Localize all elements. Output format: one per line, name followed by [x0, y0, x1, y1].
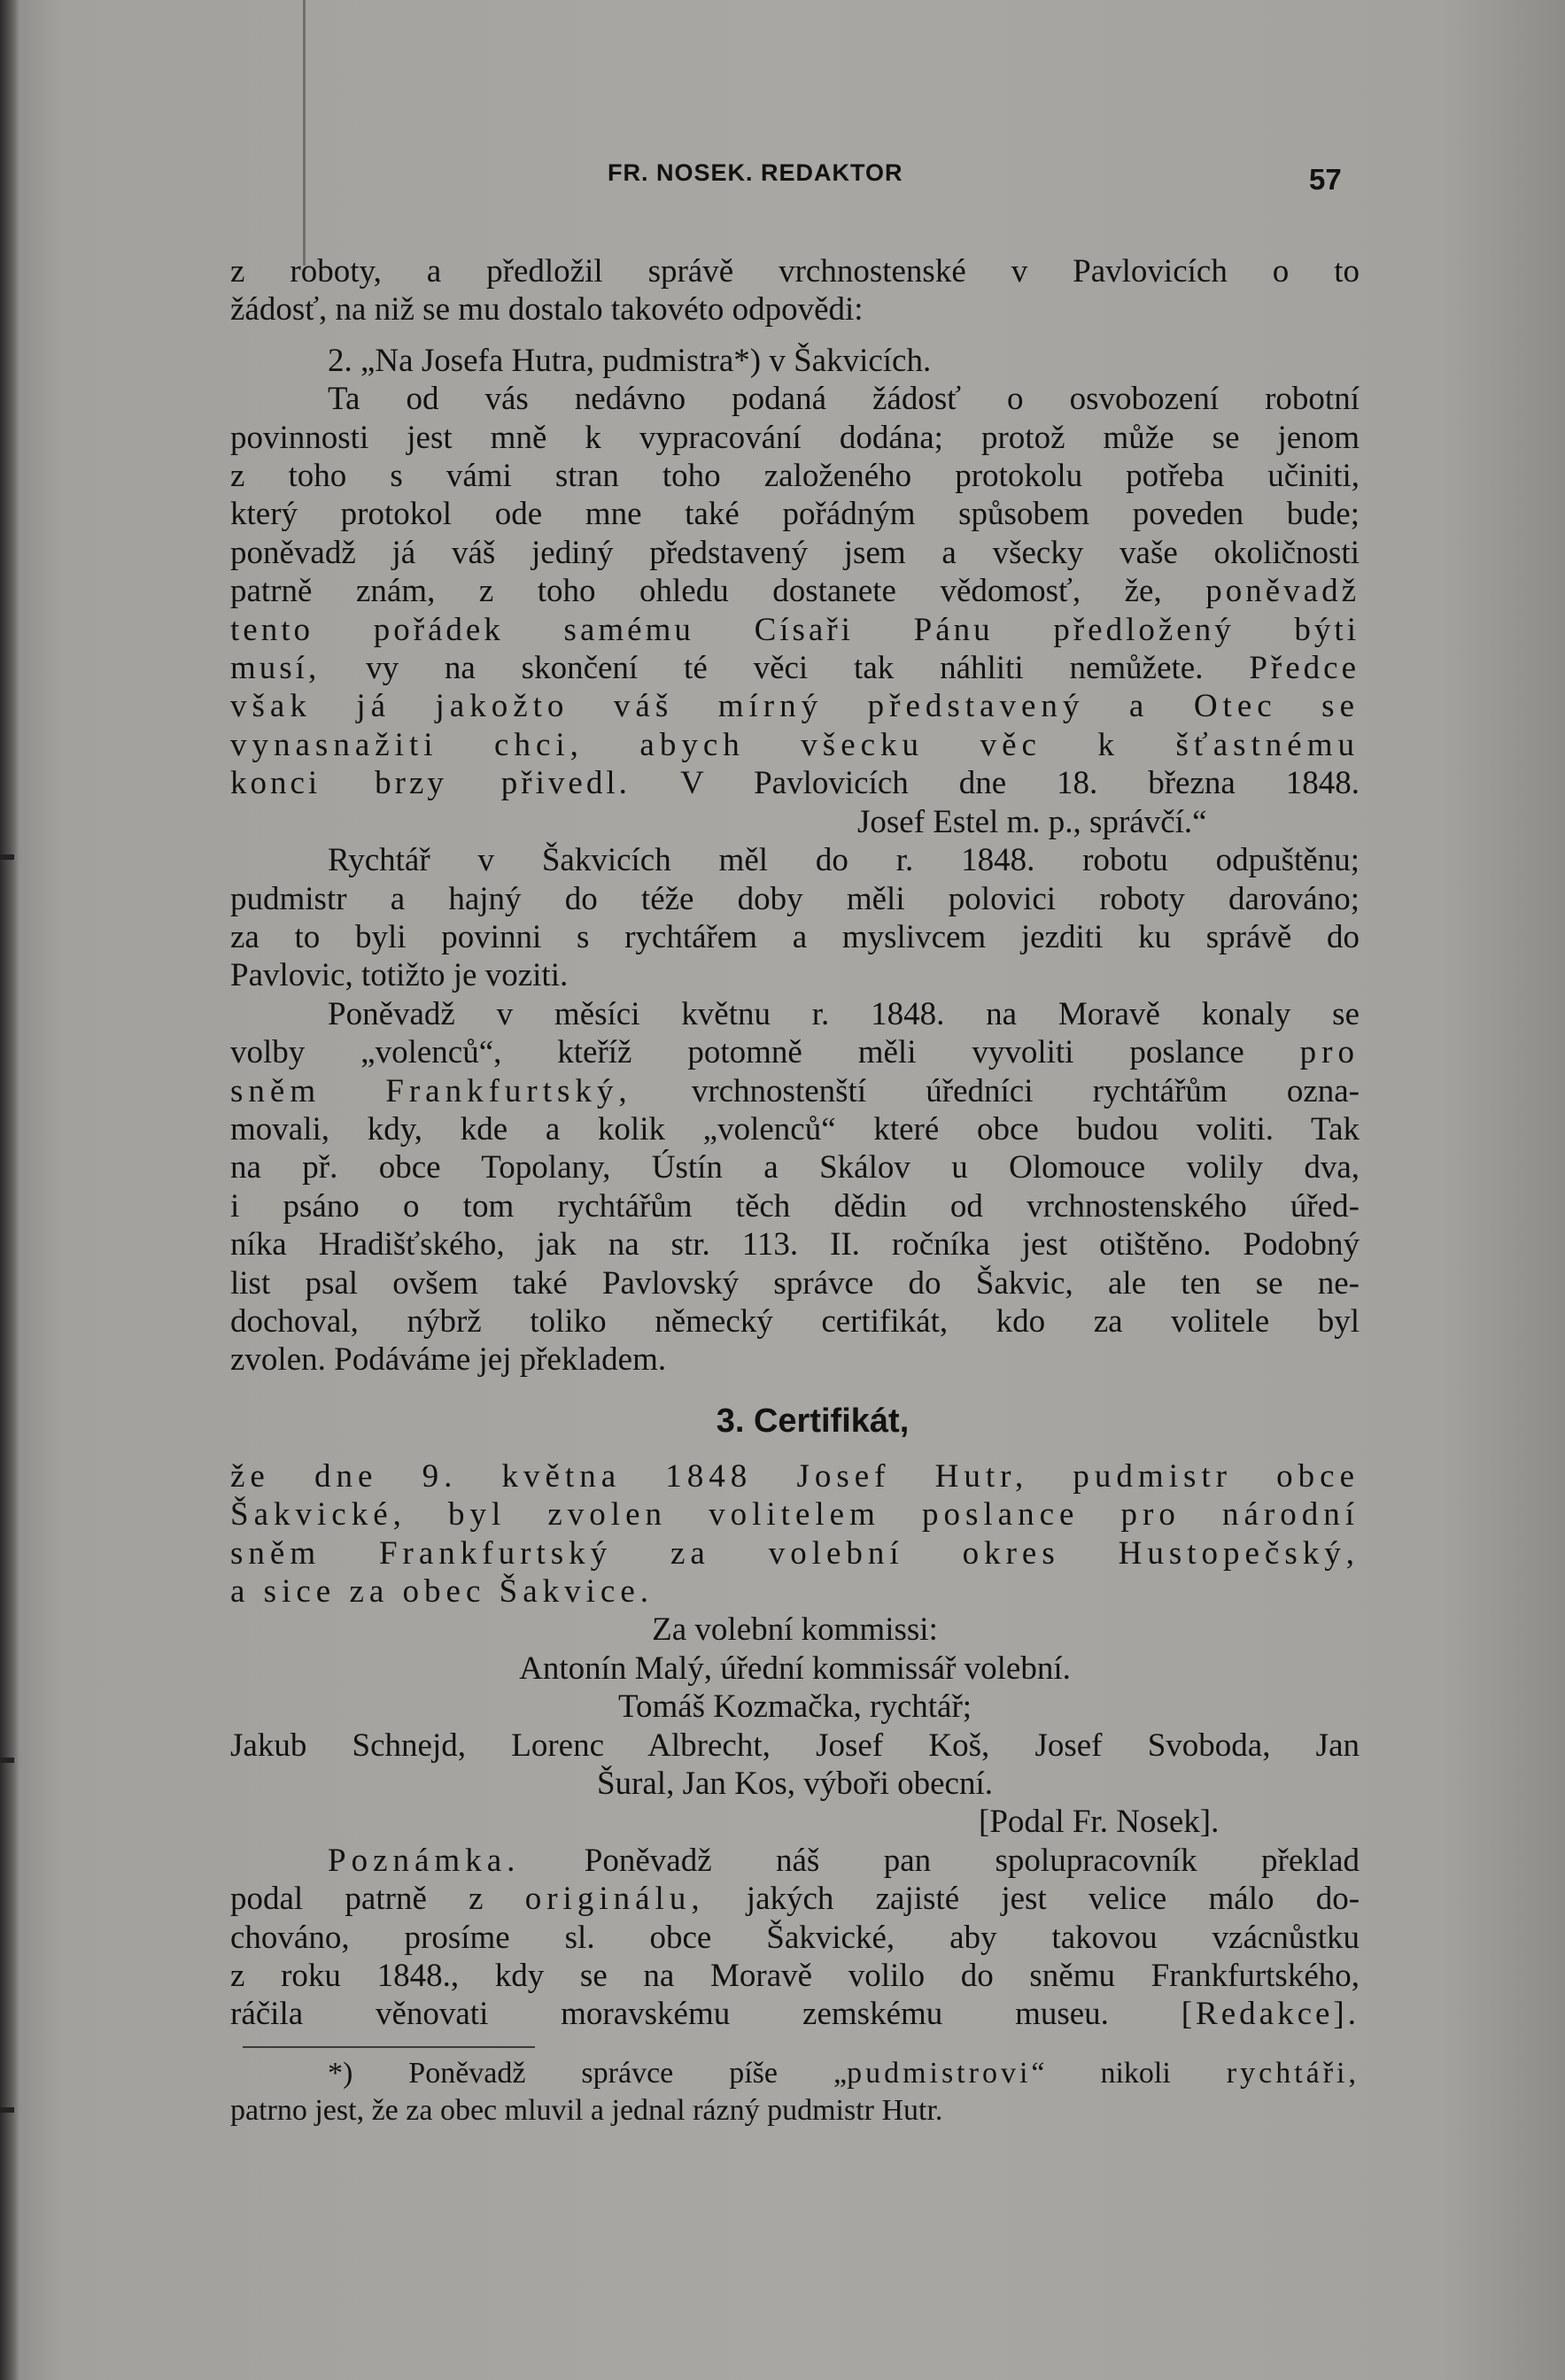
commission-line: Jakub Schnejd, Lorenc Albrecht, Josef Koš, Josef Svoboda, Jan — [230, 1727, 1360, 1764]
spaced-text: poněvadž — [1205, 573, 1360, 610]
spaced-text: pudmistrovi — [847, 2056, 1032, 2090]
commission-line: Šural, Jan Kos, výboři obecní. — [596, 1766, 994, 1803]
spaced-line: Šakvické, byl zvolen volitelem poslance pro národní — [230, 1496, 1360, 1534]
text-line: za to byli povinni s rychtářem a myslivcem jezditi ku správě do — [230, 918, 1360, 955]
text-span: vy na skončení té věci tak náhliti nemůžete. — [366, 650, 1204, 687]
text-line: z roboty, a předložil správě vrchnostenské v Pavlovicích o to — [230, 253, 1360, 290]
spaced-text: rychtáři, — [1226, 2056, 1360, 2090]
note-label: Poznámka. — [328, 1842, 521, 1879]
commission-line: Antonín Malý, úřední kommissář volební. — [519, 1650, 1071, 1687]
footnote-line: patrno jest, že za obec mluvil a jednal rázný pudmistr Hutr. — [230, 2093, 943, 2127]
text-line: zvolen. Podáváme jej překladem. — [230, 1341, 667, 1379]
spaced-line: vynasnažiti chci, abych všecku věc k šťastnému — [230, 726, 1360, 763]
edge-mark — [0, 854, 14, 860]
spaced-line: sněm Frankfurtský za volební okres Hustopečský, — [230, 1534, 1360, 1572]
letter-signature: Josef Estel m. p., správčí.“ — [857, 803, 1207, 840]
commission-line: Tomáš Kozmačka, rychtář; — [617, 1688, 972, 1726]
text-line: na př. obce Topolany, Ústín a Skálov u Olomouce volily dva, — [230, 1149, 1360, 1186]
spaced-text: sněm Frankfurtský, — [230, 1072, 632, 1109]
text-span: vrchnostenští úředníci rychtářům ozna- — [691, 1072, 1360, 1109]
text-span: ráčila věnovati moravskému zemskému museu. — [230, 1996, 1109, 2033]
footnote-rule — [243, 2046, 535, 2048]
text-line — [230, 764, 1360, 802]
text-line: Rychtář v Šakvicích měl do r. 1848. robotu odpuštěnu; — [328, 842, 1360, 879]
spaced-text: konci brzy přivedl. — [230, 765, 631, 802]
spaced-line: a sice za obec Šakvice. — [230, 1573, 655, 1610]
text-span: *) Poněvadž správce píše „ — [328, 2056, 848, 2090]
text-line: pudmistr a hajný do téže doby měli polovici roboty darováno; — [230, 880, 1360, 917]
spaced-line: však já jakožto váš mírný představený a Otec se — [230, 688, 1360, 725]
running-head: FR. NOSEK. REDAKTOR — [608, 159, 903, 186]
text-line: žádosť, na niž se mu dostalo takovéto odpovědi: — [230, 291, 864, 328]
text-line — [230, 1033, 1360, 1071]
edge-mark — [0, 2107, 14, 2113]
text-span: volby „volenců“, kteříž potomně měli vyvoliti poslance — [230, 1034, 1244, 1071]
text-line: dochoval, nýbrž toliko německý certifikát, kdo za volitele byl — [230, 1302, 1360, 1340]
text-span: podal patrně z — [230, 1881, 484, 1918]
commission-title: Za volební kommissi: — [652, 1611, 938, 1649]
text-line: i psáno o tom rychtářům těch dědin od vrchnostenského úřed- — [230, 1187, 1360, 1225]
page-header — [0, 158, 1565, 196]
text-line: který protokol ode mne také pořádným spůsobem poveden bude; — [230, 496, 1360, 533]
text-line — [230, 1072, 1360, 1110]
edge-mark — [0, 1758, 14, 1763]
spaced-text: musí, — [230, 650, 321, 687]
text-line: movali, kdy, kde a kolik „volenců“ které obce budou voliti. Tak — [230, 1110, 1360, 1148]
spaced-text: originálu, — [524, 1881, 705, 1918]
binding-line — [303, 0, 306, 266]
text-line: Poněvadž v měsíci květnu r. 1848. na Moravě konaly se — [328, 995, 1360, 1032]
footnote-line — [230, 2055, 1360, 2092]
page-number: 57 — [1309, 163, 1342, 196]
text-span: V Pavlovicích dne 18. března 1848. — [680, 765, 1360, 802]
note-line — [230, 1880, 1360, 1918]
text-line: Pavlovic, totižto je voziti. — [230, 957, 569, 994]
text-span: patrně znám, z toho ohledu dostanete vědomosť, že, — [230, 573, 1162, 610]
text-line: list psal ovšem také Pavlovský správce do Šakvic, ale ten se ne- — [230, 1264, 1360, 1302]
text-span: Poněvadž náš pan spolupracovník překlad — [584, 1842, 1360, 1879]
contributor-credit: [Podal Fr. Nosek]. — [979, 1804, 1220, 1841]
spaced-line: tento pořádek samému Císaři Pánu předložený býti — [230, 611, 1360, 648]
letter-title: 2. „Na Josefa Hutra, pudmistra*) v Šakvicích. — [328, 342, 932, 379]
text-line: povinnosti jest mně k vypracování dodána; protož může se jenom — [230, 419, 1360, 456]
text-line: poněvadž já váš jediný představený jsem a všecky vaše okoličnosti — [230, 534, 1360, 571]
spaced-text: pro — [1299, 1034, 1360, 1071]
text-span: jakých zajisté jest velice málo do- — [746, 1881, 1360, 1918]
text-line: níka Hradišťského, jak na str. 113. II. ročníka jest otištěno. Podobný — [230, 1226, 1360, 1263]
editor-mark: [Redakce]. — [1181, 1996, 1360, 2033]
note-line — [230, 1995, 1360, 2033]
note-line: z roku 1848., kdy se na Moravě volilo do sněmu Frankfurtského, — [230, 1958, 1360, 1995]
spine-shadow — [0, 0, 19, 2380]
note-line: chováno, prosíme sl. obce Šakvické, aby takovou vzácnůstku — [230, 1919, 1360, 1956]
note-line — [230, 1842, 1360, 1880]
page-body — [230, 252, 1360, 2129]
text-line — [230, 572, 1360, 610]
spaced-line: že dne 9. května 1848 Josef Hutr, pudmistr obce — [230, 1457, 1360, 1495]
spaced-text: Předce — [1249, 650, 1360, 687]
certificate-heading: 3. Certifikát, — [716, 1402, 910, 1440]
text-line: Ta od vás nedávno podaná žádosť o osvobození robotní — [328, 381, 1360, 418]
text-line: z toho s vámi stran toho založeného protokolu potřeba učiniti, — [230, 458, 1360, 495]
text-span: “ nikoli — [1031, 2056, 1171, 2090]
text-line — [230, 649, 1360, 687]
